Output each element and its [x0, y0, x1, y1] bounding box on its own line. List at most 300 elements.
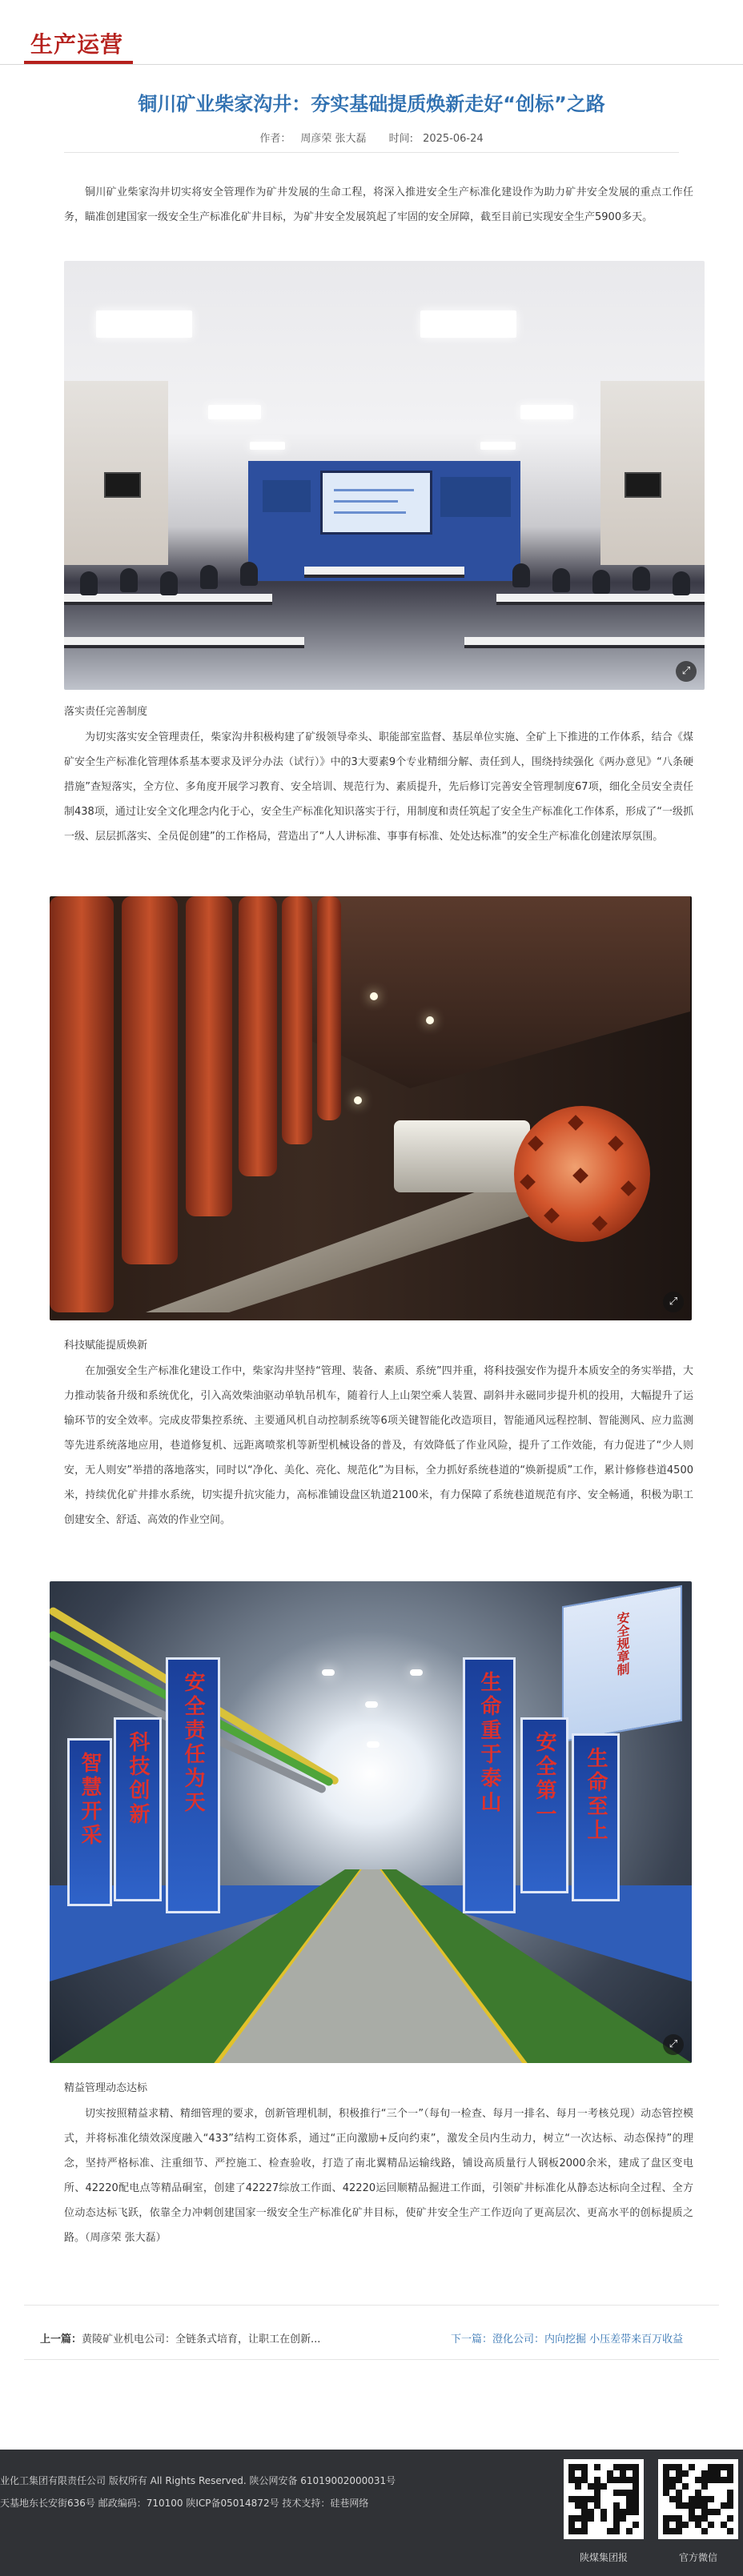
attendee: [160, 571, 178, 595]
qr-module: [663, 2483, 669, 2490]
section-paragraph: 为切实落实安全管理责任，柴家沟井积极构建了矿级领导牵头、职能部室监督、基层单位实施、全矿上下推进的工作体系，结合《煤矿安全生产标准化管理体系基本要求及评分办法（试行）》中的3大要素9个专业精细分解、责任到人，围绕持续强化《两办意见》“八条硬措施”查短落实，全方位、多角度开展学习教育、安全培训、规范行为、素质提升，先后修订完善安全管理制度67项，细化全员安全责任制438项，通过让安全文化理念内化于心，安全生产标准化知识落实于行，用制度和责任筑起了安全生产标准化工作体系，形成了“一级抓一级、层层抓落实、全员促创建”的工作格局，营造出了“人人讲标准、事事有标准、处处达标准”的安全生产标准化创建浓厚氛围。: [64, 731, 693, 843]
qr-module: [727, 2464, 733, 2470]
qr-module: [575, 2483, 581, 2490]
qr-module: [721, 2502, 727, 2509]
qr-module: [676, 2522, 682, 2528]
qr-module: [613, 2470, 620, 2477]
qr-module: [633, 2528, 639, 2534]
qr-module: [689, 2470, 695, 2477]
qr-module: [613, 2496, 620, 2502]
qr-module: [714, 2490, 721, 2496]
qr-module: [600, 2528, 607, 2534]
qr-module: [727, 2528, 733, 2534]
attendee: [592, 570, 610, 594]
qr-module: [669, 2509, 676, 2515]
banner-text: 智慧开采: [78, 1752, 102, 1848]
qr-module: [682, 2528, 689, 2534]
qr-module: [594, 2477, 600, 2483]
qr-module: [669, 2470, 676, 2477]
safety-banner: [67, 1738, 112, 1906]
qr-module: [663, 2490, 669, 2496]
qr-module: [588, 2496, 594, 2502]
qr-module: [581, 2470, 588, 2477]
qr-module: [626, 2477, 633, 2483]
qr-module: [682, 2522, 689, 2528]
qr-module: [607, 2490, 613, 2496]
qr-module: [708, 2509, 714, 2515]
screen-text-line: [334, 500, 398, 503]
qr-module: [727, 2522, 733, 2528]
qr-module: [695, 2490, 701, 2496]
expand-icon[interactable]: ⤢: [663, 2034, 684, 2055]
qr-module: [663, 2528, 669, 2534]
qr-module: [575, 2496, 581, 2502]
wall-tv: [104, 472, 141, 498]
qr-module: [676, 2509, 682, 2515]
qr-label: 陕煤集团报: [579, 2552, 628, 2563]
qr-module: [613, 2522, 620, 2528]
qr-module: [721, 2490, 727, 2496]
qr-module: [663, 2496, 669, 2502]
qr-module: [689, 2490, 695, 2496]
qr-module: [663, 2477, 669, 2483]
qr-module: [714, 2509, 721, 2515]
qr-module: [669, 2522, 676, 2528]
safety-banner: [572, 1733, 620, 1901]
qr-module: [727, 2477, 733, 2483]
qr-module: [633, 2522, 639, 2528]
qr-module: [689, 2477, 695, 2483]
section-paragraph: 切实按照精益求精、精细管理的要求，创新管理机制，积极推行“三个一”（每旬一检查、每月一排名、每月一考核兑现）动态管控模式，并将标准化绩效深度融入“433”结构工资体系，通过“正向激励+反向约束”，激发全员内生动力，树立“一次达标、动态保持”的理念，坚持严格标准、注重细节、严控施工、检查验收，打造了南北翼精品运输线路，铺设高质量行人钢板2000余米，建成了盘区变电所、42220配电点等精品硐室，创建了42227综放工作面、42220运回顺精品掘进工作面，引领矿井标准化从静态达标向全过程、全方位动态达标飞跃，依靠全力冲刺创建国家一级安全生产标准化矿井目标，使矿井安全生产工作迈向了更高层次、更高水平的创标提质之路。（周彦荣 张大磊）: [64, 2108, 693, 2244]
qr-module: [620, 2496, 626, 2502]
qr-module: [669, 2496, 676, 2502]
qr-module: [626, 2515, 633, 2522]
qr-module: [689, 2496, 695, 2502]
desk-row: [304, 567, 464, 578]
address-text: 天基地东长安街636号 邮政编码：710100 陕ICP备05014872号 技术支持：硅巷网络: [0, 2498, 369, 2509]
qr-module: [588, 2464, 594, 2470]
section-heading: 精益管理动态达标: [64, 2082, 148, 2094]
next-label: 下一篇：: [451, 2334, 493, 2346]
desk-row: [64, 637, 304, 648]
qr-module: [594, 2464, 600, 2470]
qr-module: [676, 2502, 682, 2509]
qr-module: [620, 2522, 626, 2528]
qr-module: [633, 2483, 639, 2490]
qr-module: [607, 2483, 613, 2490]
article-meta: [0, 130, 743, 145]
qr-module: [568, 2502, 575, 2509]
meta-divider: [64, 152, 679, 153]
qr-module: [600, 2496, 607, 2502]
qr-module: [727, 2502, 733, 2509]
prev-link[interactable]: 黄陵矿业机电公司：全链条式培育，让职工在创新...: [82, 2334, 321, 2346]
qr-module: [568, 2509, 575, 2515]
qr-module: [575, 2464, 581, 2470]
qr-module: [669, 2528, 676, 2534]
qr-module: [714, 2483, 721, 2490]
qr-module: [708, 2515, 714, 2522]
safety-banner: [520, 1717, 568, 1893]
qr-module: [626, 2483, 633, 2490]
meeting-hall-photo[interactable]: [64, 261, 705, 690]
hydraulic-support: [122, 896, 178, 1264]
qr-module: [721, 2496, 727, 2502]
qr-module: [682, 2477, 689, 2483]
qr-module: [581, 2483, 588, 2490]
qr-module: [701, 2490, 708, 2496]
qr-module: [613, 2477, 620, 2483]
qr-module: [594, 2509, 600, 2515]
section-heading: 落实责任完善制度: [64, 706, 148, 718]
qr-module: [676, 2496, 682, 2502]
author-label: 作者：: [259, 133, 291, 145]
qr-module: [620, 2464, 626, 2470]
qr-module: [588, 2477, 594, 2483]
desk-row: [496, 594, 705, 605]
next-article[interactable]: [451, 2330, 683, 2346]
qr-module: [714, 2528, 721, 2534]
screen-text-line: [334, 511, 406, 514]
qr-module: [620, 2470, 626, 2477]
qr-module: [607, 2522, 613, 2528]
attendee: [80, 571, 98, 595]
author-value: 周彦荣 张大磊: [300, 133, 367, 145]
qr-module: [701, 2509, 708, 2515]
qr-module: [633, 2515, 639, 2522]
qr-module: [588, 2528, 594, 2534]
qr-module: [575, 2515, 581, 2522]
qr-module: [575, 2477, 581, 2483]
ceiling-light: [520, 405, 573, 419]
qr-module: [708, 2496, 714, 2502]
qr-module: [682, 2502, 689, 2509]
cutter-pick: [544, 1208, 560, 1224]
tunnel-lamp: [410, 1669, 423, 1676]
qr-module: [676, 2515, 682, 2522]
qr-module: [581, 2490, 588, 2496]
qr-module: [600, 2477, 607, 2483]
qr-module: [695, 2522, 701, 2528]
qr-module: [620, 2490, 626, 2496]
qr-module: [633, 2477, 639, 2483]
banner-text: 安全第一: [532, 1731, 556, 1827]
qr-module: [682, 2515, 689, 2522]
section-title[interactable]: 生产运营: [30, 31, 124, 58]
qr-module: [568, 2477, 575, 2483]
qr-module: [613, 2483, 620, 2490]
qr-module: [663, 2470, 669, 2477]
qr-module: [607, 2477, 613, 2483]
qr-module: [676, 2490, 682, 2496]
qr-module: [626, 2470, 633, 2477]
training-banner: [440, 477, 511, 517]
qr-module: [613, 2528, 620, 2534]
hydraulic-support: [50, 896, 114, 1312]
qr-module: [663, 2515, 669, 2522]
qr-module: [581, 2528, 588, 2534]
qr-module: [613, 2502, 620, 2509]
qr-module: [633, 2470, 639, 2477]
section-paragraph: 在加强安全生产标准化建设工作中，柴家沟井坚持“管理、装备、素质、系统”四并重，将科技强安作为提升本质安全的务实举措，大力推动装备升级和系统优化，引入高效柴油驱动单轨吊机车，随着行人上山架空乘人装置、副斜井永磁同步提升机的投用，大幅提升了运输环节的安全效率。完成皮带集控系统、主要通风机自动控制系统等6项关键智能化改造项目，智能通风远程控制、智能测风、应力监测等先进系统落地应用，巷道修复机、远距离喷浆机等新型机械设备的普及，有效降低了作业风险，提升了工作效能，有力促进了“少人则安，无人则安”举措的落地落实，同时以“净化、美化、亮化、规范化”为目标，全力抓好系统巷道的“焕新提质”工作，累计修修巷道4500米，持续优化矿井排水系统，切实提升抗灾能力，高标准铺设盘区轨道2100米，有力保障了系统巷道规范有序、安全畅通，积极为职工创建安全、舒适、高效的作业空间。: [64, 1365, 693, 1526]
qr-module: [607, 2464, 613, 2470]
qr-module: [669, 2490, 676, 2496]
qr-module: [669, 2477, 676, 2483]
copyright-text: 业化工集团有限责任公司 版权所有 All Rights Reserved. 陕公网安备 61019002000031号: [0, 2475, 396, 2486]
cutter-pick: [608, 1136, 624, 1152]
mine-lamp: [354, 1096, 362, 1104]
attendee: [200, 565, 218, 589]
qr-module: [575, 2502, 581, 2509]
qr-module: [721, 2515, 727, 2522]
qr-module: [600, 2509, 607, 2515]
qr-module: [633, 2464, 639, 2470]
qr-module: [626, 2502, 633, 2509]
qr-module: [568, 2515, 575, 2522]
qr-module: [695, 2483, 701, 2490]
mine-lamp: [370, 992, 378, 1000]
publish-date: 2025-06-24: [423, 133, 484, 145]
qr-module: [588, 2483, 594, 2490]
qr-module: [676, 2464, 682, 2470]
qr-module: [600, 2483, 607, 2490]
next-link[interactable]: 澄化公司：内向挖掘 小压差带来百万收益: [492, 2334, 684, 2346]
qr-module: [663, 2509, 669, 2515]
qr-module: [575, 2528, 581, 2534]
cutter-pick: [621, 1180, 637, 1196]
qr-module: [714, 2502, 721, 2509]
qr-module: [695, 2496, 701, 2502]
wall-tv: [625, 472, 661, 498]
qr-module: [708, 2470, 714, 2477]
qr-module: [708, 2483, 714, 2490]
qr-module: [701, 2502, 708, 2509]
qr-module: [676, 2483, 682, 2490]
prev-article[interactable]: [40, 2330, 320, 2346]
article-title: 铜川矿业柴家沟井：夯实基础提质焕新走好“创标”之路: [138, 93, 605, 115]
qr-module: [594, 2490, 600, 2496]
ceiling-light: [480, 442, 516, 450]
qr-module: [581, 2515, 588, 2522]
qr-module: [581, 2509, 588, 2515]
prev-label: 上一篇：: [40, 2334, 82, 2346]
qr-module: [669, 2483, 676, 2490]
qr-module: [594, 2515, 600, 2522]
hydraulic-roof: [290, 896, 690, 1088]
qr-module: [669, 2502, 676, 2509]
qr-module: [682, 2509, 689, 2515]
mining-machine-photo[interactable]: [50, 896, 692, 1320]
qr-module: [620, 2509, 626, 2515]
qr-module: [708, 2464, 714, 2470]
qr-module: [708, 2490, 714, 2496]
qr-module: [689, 2483, 695, 2490]
qr-module: [600, 2470, 607, 2477]
time-label: 时间:: [388, 133, 414, 145]
qr-module: [588, 2502, 594, 2509]
qr-module: [575, 2522, 581, 2528]
safety-banner: [166, 1657, 220, 1913]
qr-module: [689, 2502, 695, 2509]
qr-module: [701, 2477, 708, 2483]
qr-module: [626, 2490, 633, 2496]
qr-module: [695, 2528, 701, 2534]
hydraulic-support: [317, 896, 341, 1120]
safety-banner: [463, 1657, 516, 1913]
qr-module: [721, 2464, 727, 2470]
intro-paragraph: 铜川矿业柴家沟井切实将安全管理作为矿井发展的生命工程，将深入推进安全生产标准化建设作为助力矿井安全发展的重点工作任务，瞄准创建国家一级安全生产标准化矿井目标，为矿井安全发展筑起了牢固的安全屏障，截至目前已实现安全生产5900多天。: [64, 186, 693, 223]
qr-module: [676, 2470, 682, 2477]
qr-module: [689, 2515, 695, 2522]
qr-module: [613, 2490, 620, 2496]
desk-row: [464, 637, 705, 648]
qr-label: 官方微信: [678, 2552, 717, 2563]
qr-module: [682, 2464, 689, 2470]
qr-module: [701, 2528, 708, 2534]
qr-module: [727, 2483, 733, 2490]
qr-module: [695, 2464, 701, 2470]
qr-module: [588, 2490, 594, 2496]
qr-module: [568, 2496, 575, 2502]
qr-module: [689, 2509, 695, 2515]
qr-module: [607, 2502, 613, 2509]
qr-code[interactable]: [564, 2459, 644, 2539]
qr-module: [701, 2464, 708, 2470]
site-footer: [0, 2450, 743, 2576]
expand-icon[interactable]: ⤢: [676, 661, 697, 682]
qr-module: [695, 2509, 701, 2515]
qr-module: [620, 2477, 626, 2483]
qr-module: [708, 2502, 714, 2509]
projection-screen: [320, 471, 432, 535]
qr-module: [701, 2470, 708, 2477]
qr-module: [613, 2509, 620, 2515]
qr-module: [581, 2477, 588, 2483]
cutter-pick: [528, 1136, 544, 1152]
qr-module: [600, 2502, 607, 2509]
qr-module: [689, 2464, 695, 2470]
qr-module: [721, 2509, 727, 2515]
qr-module: [600, 2464, 607, 2470]
tunnel-lamp: [367, 1741, 380, 1748]
qr-module: [708, 2477, 714, 2483]
qr-module: [695, 2470, 701, 2477]
qr-module: [613, 2515, 620, 2522]
tunnel-lamp: [365, 1701, 378, 1708]
qr-module: [588, 2515, 594, 2522]
qr-module: [727, 2496, 733, 2502]
qr-module: [727, 2509, 733, 2515]
qr-module: [575, 2509, 581, 2515]
banner-text: 科技创新: [126, 1731, 150, 1827]
qr-module: [676, 2477, 682, 2483]
qr-module: [663, 2502, 669, 2509]
qr-module: [708, 2522, 714, 2528]
header-divider: [0, 64, 743, 65]
qr-module: [568, 2470, 575, 2477]
qr-module: [695, 2515, 701, 2522]
author-field: [255, 133, 371, 145]
qr-module: [682, 2496, 689, 2502]
qr-module: [626, 2522, 633, 2528]
ceiling-light: [420, 310, 516, 338]
qr-module: [663, 2522, 669, 2528]
qr-module: [613, 2464, 620, 2470]
qr-module: [600, 2522, 607, 2528]
qr-module: [682, 2490, 689, 2496]
qr-module: [600, 2490, 607, 2496]
qr-module: [594, 2502, 600, 2509]
qr-module: [701, 2515, 708, 2522]
qr-module: [607, 2509, 613, 2515]
expand-icon[interactable]: ⤢: [663, 1292, 684, 1312]
qr-pattern: [568, 2464, 639, 2534]
training-banner: [263, 480, 311, 512]
nav-divider: [24, 2305, 719, 2306]
qr-module: [581, 2522, 588, 2528]
safety-banner: [114, 1717, 162, 1901]
qr-module: [633, 2496, 639, 2502]
qr-module: [581, 2464, 588, 2470]
site-header: [0, 0, 743, 72]
qr-module: [701, 2496, 708, 2502]
qr-module: [575, 2470, 581, 2477]
qr-module: [594, 2483, 600, 2490]
qr-module: [721, 2477, 727, 2483]
qr-module: [594, 2470, 600, 2477]
qr-module: [727, 2515, 733, 2522]
qr-module: [714, 2515, 721, 2522]
qr-module: [663, 2464, 669, 2470]
attendee: [552, 568, 570, 592]
tunnel-photo[interactable]: [50, 1581, 692, 2063]
qr-module: [701, 2522, 708, 2528]
qr-module: [620, 2502, 626, 2509]
banner-text: 生命至上: [584, 1747, 608, 1843]
screen-text-line: [334, 489, 414, 491]
qr-pattern: [663, 2464, 733, 2534]
qr-module: [626, 2496, 633, 2502]
qr-module: [721, 2522, 727, 2528]
qr-module: [594, 2528, 600, 2534]
qr-module: [588, 2470, 594, 2477]
qr-module: [620, 2528, 626, 2534]
cutter-pick: [572, 1168, 588, 1184]
qr-code[interactable]: [658, 2459, 738, 2539]
qr-module: [721, 2470, 727, 2477]
mine-lamp: [426, 1016, 434, 1024]
qr-module: [626, 2464, 633, 2470]
cutting-drum: [514, 1106, 650, 1242]
qr-module: [594, 2522, 600, 2528]
qr-module: [721, 2528, 727, 2534]
cutter-pick: [568, 1115, 584, 1131]
qr-module: [620, 2515, 626, 2522]
qr-module: [714, 2496, 721, 2502]
attendee: [633, 567, 650, 591]
qr-module: [669, 2464, 676, 2470]
hydraulic-support: [186, 896, 232, 1216]
board-text: 安全规章制: [615, 1610, 630, 1677]
attendee: [120, 568, 138, 592]
qr-module: [626, 2509, 633, 2515]
ceiling-light: [208, 405, 261, 419]
qr-module: [607, 2528, 613, 2534]
safety-rules-board: [562, 1585, 682, 1742]
qr-module: [607, 2470, 613, 2477]
desk-row: [64, 594, 272, 605]
ceiling-light: [96, 310, 192, 338]
